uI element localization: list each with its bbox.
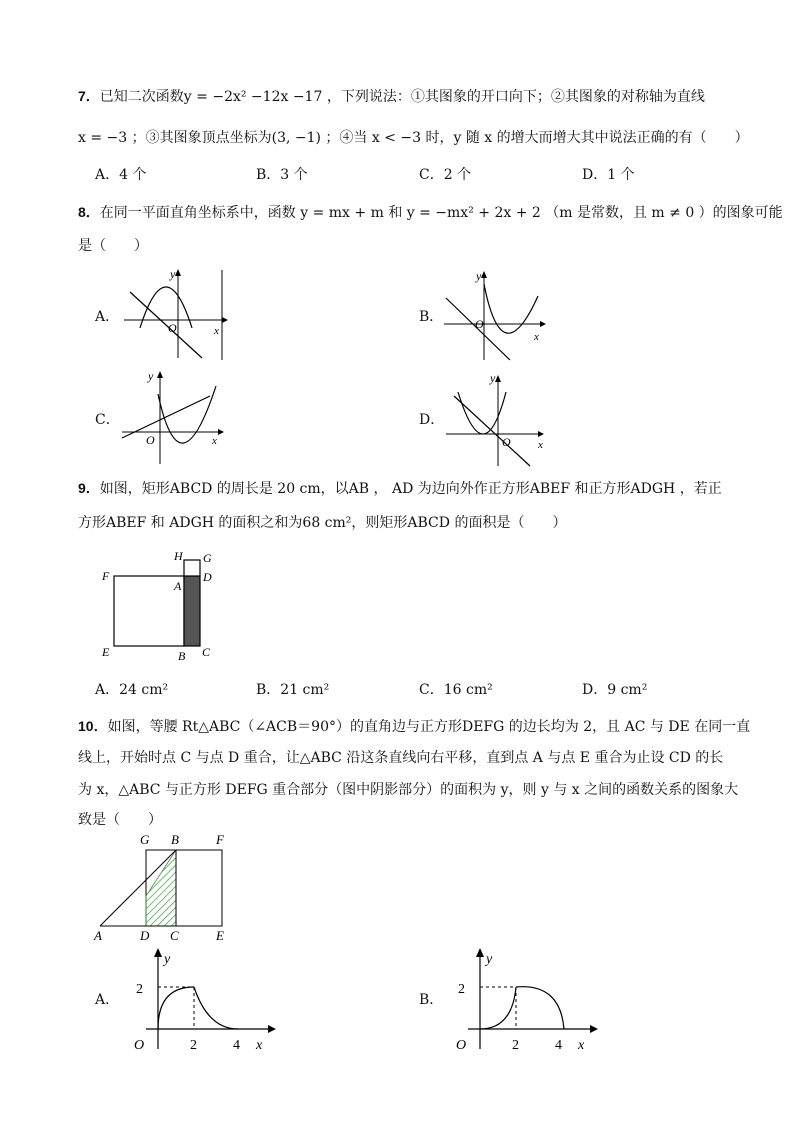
q8c-x-label: x <box>212 435 217 447</box>
q8-graph-b <box>442 266 548 362</box>
q8-number: 8． <box>78 204 100 220</box>
q8-option-d[interactable]: D． <box>419 412 445 428</box>
q10a-tick-x4: 4 <box>233 1038 240 1053</box>
q10-graph-b <box>440 945 600 1055</box>
q9-label-g: G <box>203 551 212 565</box>
q9-number: 9． <box>78 480 100 496</box>
q8-graph-d <box>444 370 548 468</box>
q10a-tick-x2: 2 <box>190 1038 197 1053</box>
q8d-y-label: y <box>490 371 496 385</box>
q10-line2: 线上，开始时点 C 与点 D 重合，让△ABC 沿这条直线向右平移，直到点 A 与点 E 重合为止设 CD 的长 <box>78 750 724 766</box>
q9-label-b: B <box>178 649 186 663</box>
q7-line2: x = −3 ；③其图象顶点坐标为(3, −1) ；④当 x < −3 时，y 随 x 的增大而增大其中说法正确的有（ ） <box>78 130 749 146</box>
q8b-origin-label: O <box>475 317 484 331</box>
q10-label-f: F <box>216 832 224 847</box>
q8c-y-label: y <box>148 369 154 383</box>
q9-label-d: D <box>203 570 212 584</box>
q10-label-g: G <box>140 832 150 847</box>
q8-graph-a <box>118 266 230 362</box>
q9-line1 <box>78 478 722 499</box>
q8-option-b[interactable]: B． <box>419 309 444 325</box>
q8-stem-line1: 在同一平面直角坐标系中，函数 y = mx + m 和 y = −mx² + 2x + 2 （m 是常数，且 m ≠ 0 ）的图象可能 <box>99 205 783 221</box>
q8b-y-label: y <box>476 269 482 283</box>
q9-figure <box>98 548 228 666</box>
q10-label-d: D <box>140 928 150 942</box>
q7-option-a[interactable]: A．4 个 <box>95 167 147 183</box>
q9-label-e: E <box>102 645 110 659</box>
q8-option-a[interactable]: A． <box>95 309 120 325</box>
q10-graph-a <box>118 945 278 1055</box>
q8-graph-c <box>118 366 230 466</box>
q7-option-b[interactable]: B．3 个 <box>256 167 308 183</box>
q10-line3: 为 x，△ABC 与正方形 DEFG 重合部分（图中阴影部分）的面积为 y，则 y 与 x 之间的函数关系的图象大 <box>78 782 739 798</box>
q9-option-b[interactable]: B．21 cm² <box>256 682 330 698</box>
q10b-tick-y2: 2 <box>458 982 465 997</box>
q7-option-c[interactable]: C．2 个 <box>419 167 472 183</box>
q10-label-a: A <box>94 928 102 942</box>
q8-option-c[interactable]: C． <box>95 412 120 428</box>
q10-label-b: B <box>171 832 179 847</box>
q10b-origin: O <box>456 1038 467 1053</box>
q10-label-e: E <box>216 928 224 942</box>
q10a-origin: O <box>134 1038 145 1053</box>
q8a-x-label: x <box>214 325 219 337</box>
q10a-tick-y2: 2 <box>136 982 143 997</box>
q10a-x-label: x <box>256 1038 263 1053</box>
q10-line4: 致是（ ） <box>78 812 162 828</box>
q8b-x-label: x <box>534 331 539 343</box>
q10-option-b[interactable]: B． <box>419 992 444 1008</box>
q10-stem-line1: 如图，等腰 Rt△ABC（∠ACB＝90°）的直角边与正方形DEFG 的边长均为 2，且 AC 与 DE 在同一直 <box>107 719 751 735</box>
q8c-origin-label: O <box>146 433 155 447</box>
q10-option-a[interactable]: A． <box>95 992 120 1008</box>
q9-option-c[interactable]: C．16 cm² <box>419 682 493 698</box>
q9-option-a[interactable]: A．24 cm² <box>95 682 169 698</box>
q7-stem-line1: 已知二次函数y = −2x² −12x −17 ，下列说法：①其图象的开口向下；②其图象的对称轴为直线 <box>99 89 705 105</box>
q10a-y-label: y <box>164 952 171 967</box>
q8d-origin-label: O <box>502 435 511 449</box>
q8-line1 <box>78 202 783 223</box>
q9-stem-line1: 如图，矩形ABCD 的周长是 20 cm，以AB ， AD 为边向外作正方形ABEF 和正方形ADGH ，若正 <box>99 481 722 497</box>
q9-option-d[interactable]: D．9 cm² <box>582 682 648 698</box>
q8-line2: 是（ ） <box>78 238 148 254</box>
q9-label-f: F <box>102 569 110 583</box>
q8d-x-label: x <box>538 439 543 451</box>
q9-label-c: C <box>202 645 211 659</box>
q10-label-c: C <box>170 928 179 942</box>
q10b-x-label: x <box>578 1038 585 1053</box>
q8a-y-label: y <box>170 267 176 281</box>
q9-line2: 方形ABEF 和 ADGH 的面积之和为68 cm²，则矩形ABCD 的面积是（ ） <box>78 515 567 531</box>
q7-line1 <box>78 86 705 107</box>
q10-figure <box>90 830 240 942</box>
q9-label-h: H <box>174 549 183 563</box>
q9-label-a: A <box>174 579 182 593</box>
q10b-tick-x2: 2 <box>512 1038 519 1053</box>
q10-number: 10． <box>78 718 108 734</box>
q8a-origin-label: O <box>168 321 177 335</box>
q10b-tick-x4: 4 <box>555 1038 562 1053</box>
q10-line1 <box>78 716 750 737</box>
q7-option-d[interactable]: D．1 个 <box>582 167 635 183</box>
q7-number: 7． <box>78 88 100 104</box>
q10b-y-label: y <box>486 952 493 967</box>
